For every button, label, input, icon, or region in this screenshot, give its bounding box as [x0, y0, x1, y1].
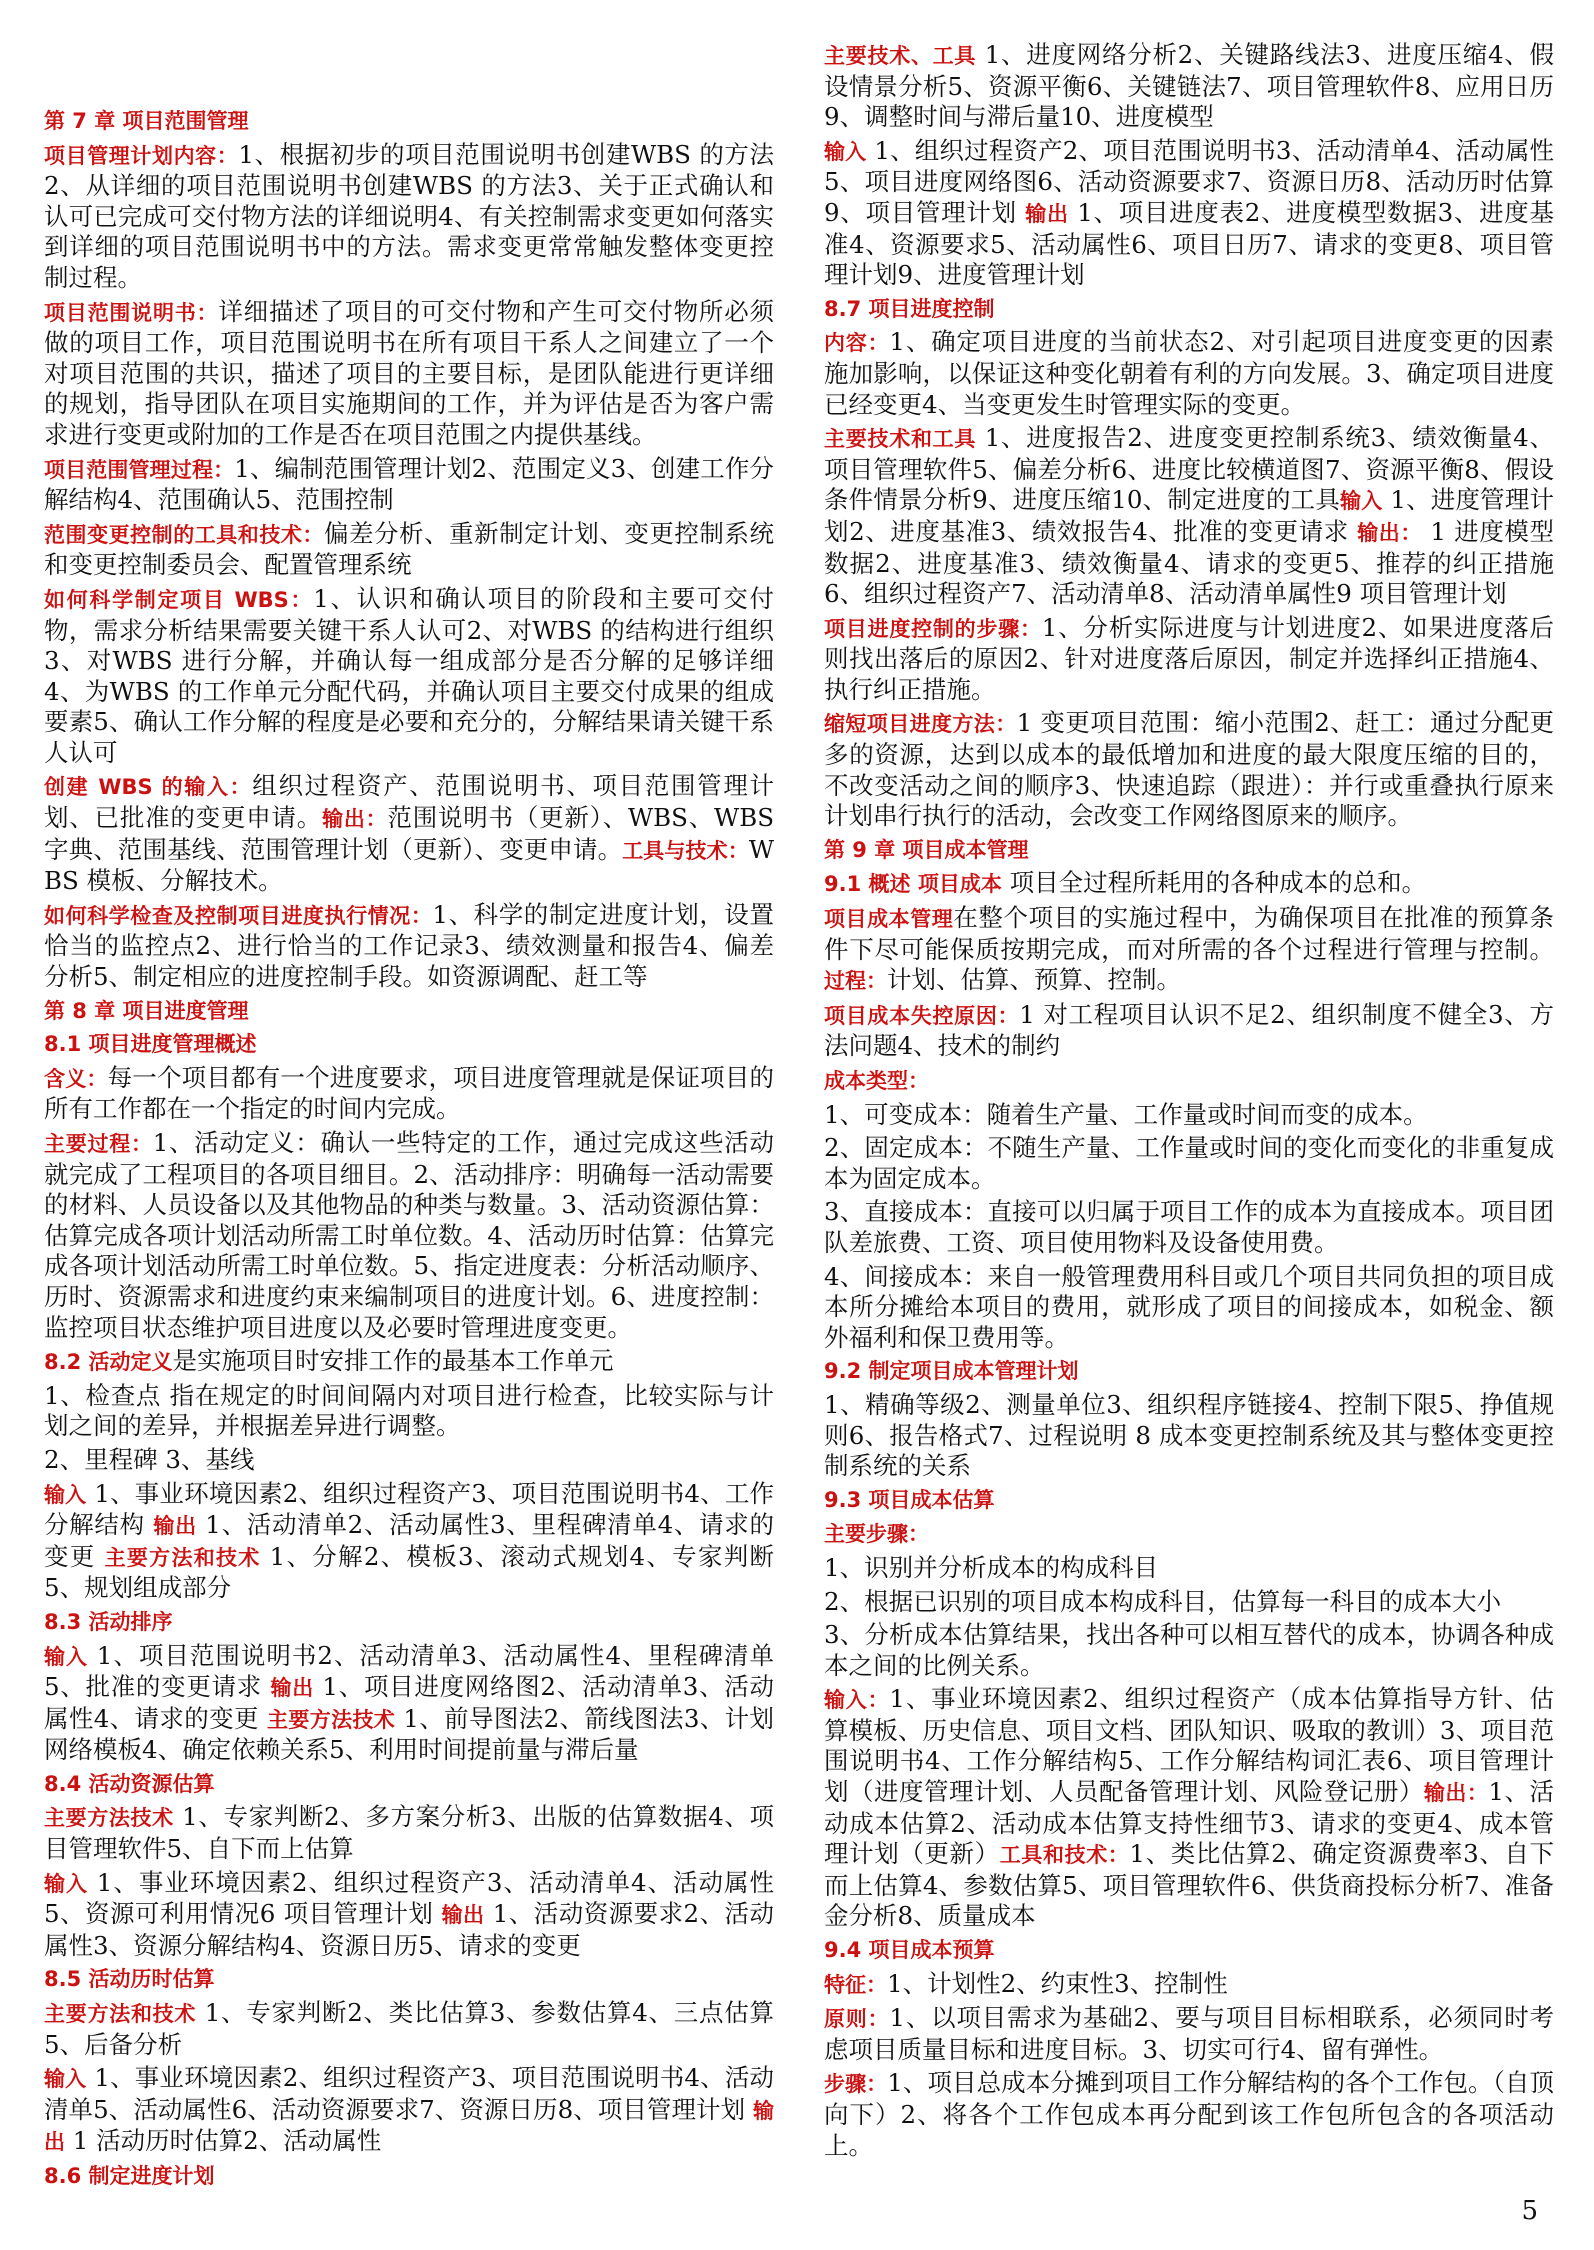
paragraph: [824, 423, 1554, 610]
body-text: 1、进度管理计划2、进度基准3、绩效报告4、批准的变更请求: [824, 485, 1555, 546]
body-text: 1、以项目需求为基础2、要与项目目标相联系，必须同时考虑项目质量目标和进度目标。3、切实可行4、留有弹性。: [824, 2003, 1554, 2064]
inline-label: 步骤：: [824, 2072, 888, 2097]
paragraph: [44, 900, 774, 993]
body-text: 每一个项目都有一个进度要求，项目进度管理就是保证项目的所有工作都在一个指定的时间内完成。: [44, 1062, 775, 1124]
body-text: 2、里程碑 3、基线: [44, 1444, 255, 1474]
inline-label: 过程：: [824, 969, 887, 994]
body-text: 1、分析实际进度与计划进度2、如果进度落后则找出落后的原因2、针对进度落后原因，制定并选择纠正措施4、执行纠正措施。: [824, 612, 1554, 704]
body-text: 3、分析成本估算结果，找出各种可以相互替代的成本，协调各种成本之间的比例关系。: [824, 1620, 1554, 1680]
paragraph: [44, 1868, 774, 1962]
section-heading: 第 7 章 项目范围管理: [44, 109, 249, 133]
inline-label: 输出: [270, 1676, 314, 1701]
body-text: 组织过程资产、范围说明书、项目范围管理计划、已批准的变更申请。: [44, 771, 775, 833]
inline-label: 工具与技术：: [622, 838, 749, 863]
inline-label: 含义：: [44, 1066, 108, 1091]
left-column: [44, 106, 774, 2195]
body-text: 项目全过程所耗用的各种成本的总和。: [1001, 868, 1427, 898]
body-text: 1、进度网络分析2、关键路线法3、进度压缩4、假设情景分析5、资源平衡6、关键链法7、项目管理软件8、应用日历9、调整时间与滞后量10、进度模型: [824, 40, 1555, 132]
inline-label: 8.2 活动定义: [44, 1350, 173, 1375]
inline-label: 主要方法和技术: [104, 1545, 261, 1570]
body-text: 2、根据已识别的项目成本构成科目，估算每一科目的成本大小: [824, 1586, 1502, 1616]
body-text: 1、活动资源要求2、活动属性3、资源分解结构4、资源日历5、请求的变更: [44, 1899, 775, 1960]
body-text: 1、活动成本估算2、活动成本估算支持性细节3、请求的变更4、成本管理计划（更新）: [824, 1777, 1555, 1869]
inline-label: 输出: [44, 2098, 774, 2155]
inline-label: 范围变更控制的工具和技术：: [44, 522, 324, 547]
inline-label: 输入: [824, 139, 867, 164]
inline-label: 主要技术、工具: [824, 44, 977, 68]
inline-label: 项目成本失控原因：: [824, 1003, 1020, 1028]
inline-label: 创建 WBS 的输入：: [44, 775, 253, 800]
paragraph: [44, 140, 774, 294]
body-text: WBS 模板、分解技术。: [44, 834, 775, 896]
paragraph: [824, 1969, 1554, 2001]
inline-label: 主要方法技术: [267, 1707, 396, 1732]
paragraph: [44, 1346, 774, 1378]
paragraph: [824, 2003, 1554, 2065]
paragraph: [44, 1479, 774, 1604]
body-text: 1 进度模型数据2、进度基准3、绩效衡量4、请求的变更5、推荐的纠正措施6、组织过程资产7、活动清单8、活动清单属性9 项目管理计划: [824, 516, 1554, 609]
paragraph: [824, 1065, 1554, 1097]
body-text: 范围说明书（更新）、WBS、WBS 字典、范围基线、范围管理计划（更新）、变更申请。: [44, 803, 774, 864]
inline-label: 项目范围管理过程：: [44, 457, 235, 482]
inline-label: 特征：: [824, 1972, 887, 1997]
inline-label: 输出: [1025, 201, 1069, 226]
inline-label: 输出：: [322, 807, 388, 832]
body-text: 1、检查点 指在规定的时间间隔内对项目进行检查，比较实际与计划之间的差异，并根据差异进行调整。: [44, 1380, 774, 1441]
paragraph: [44, 1802, 774, 1864]
body-text: 1、前导图法2、箭线图法3、计划网络模板4、确定依赖关系5、利用时间提前量与滞后量: [44, 1703, 775, 1765]
section-heading: 9.4 项目成本预算: [824, 1938, 995, 1963]
body-text: 1、专家判断2、多方案分析3、出版的估算数据4、项目管理软件5、自下而上估算: [44, 1802, 774, 1864]
inline-label: 如何科学检查及控制项目进度执行情况：: [44, 903, 433, 928]
section-heading: 8.7 项目进度控制: [824, 296, 995, 321]
paragraph: [824, 1262, 1554, 1354]
body-text: 是实施项目时安排工作的最基本工作单元: [172, 1346, 614, 1376]
paragraph: [824, 1100, 1554, 1131]
inline-label: 项目范围说明书：: [44, 300, 219, 325]
paragraph: [824, 1000, 1554, 1062]
body-text: 1 活动历时估算2、活动属性: [65, 2126, 382, 2156]
paragraph: [824, 1620, 1554, 1681]
paragraph: [824, 1390, 1554, 1482]
paragraph: [824, 1197, 1554, 1258]
inline-label: 主要过程：: [44, 1132, 153, 1156]
inline-label: 内容：: [824, 331, 890, 356]
inline-label: 9.1 概述 项目成本: [824, 872, 1002, 897]
body-text: 3、直接成本：直接可以归属于项目工作的成本为直接成本。项目团队差旅费、工资、项目使用物料及设备使用费。: [824, 1197, 1554, 1257]
body-text: 1、可变成本：随着生产量、工作量或时间而变的成本。: [824, 1099, 1428, 1129]
body-text: 1 变更项目范围：缩小范围2、赶工：通过分配更多的资源，达到以成本的最低增加和进度的最大限度压缩的目的，不改变活动之间的顺序3、快速追踪（跟进）：并行或重叠执行原来计划串行执行的活动，会改变工作网络图原来的顺序。: [824, 708, 1554, 831]
body-text: 1、项目进度表2、进度模型数据3、进度基准4、资源要求5、活动属性6、项目日历7、请求的变更8、项目管理计划9、进度管理计划: [824, 197, 1555, 290]
body-text: 1、事业环境因素2、组织过程资产3、项目范围说明书4、活动清单5、活动属性6、活动资源要求7、资源日历8、项目管理计划: [44, 2063, 775, 2124]
body-text: 1、分解2、模板3、滚动式规划4、专家判断5、规划组成部分: [44, 1541, 774, 1603]
body-text: 1、事业环境因素2、组织过程资产3、活动清单4、活动属性5、资源可利用情况6 项目管理计划: [44, 1867, 775, 1929]
body-text: 1、项目范围说明书2、活动清单3、活动属性4、里程碑清单5、批准的变更请求: [44, 1640, 775, 1702]
section-heading: 8.6 制定进度计划: [44, 2164, 215, 2188]
paragraph: [44, 584, 774, 769]
inline-label: 成本类型：: [824, 1069, 929, 1093]
inline-label: 主要方法和技术: [44, 2002, 197, 2027]
paragraph: [824, 708, 1554, 831]
page-number: 5: [1521, 2196, 1538, 2226]
body-text: 1、进度报告2、进度变更控制系统3、绩效衡量4、项目管理软件5、偏差分析6、进度比较横道图7、资源平衡8、假设条件情景分析9、进度压缩10、制定进度的工具: [824, 423, 1555, 515]
body-text: 1、根据初步的项目范围说明书创建WBS 的方法2、从详细的项目范围说明书创建WBS 的方法3、关于正式确认和认可已完成可交付物方法的详细说明4、有关控制需求变更如何落实到详细的项目范围说明书中的方法。需求变更常常触发整体变更控制过程。: [44, 139, 775, 292]
paragraph: [824, 136, 1554, 291]
body-text: 1、计划性2、约束性3、控制性: [887, 1968, 1228, 1998]
paragraph: [824, 327, 1554, 420]
paragraph: [44, 454, 774, 516]
paragraph: [824, 1518, 1554, 1550]
section-heading: 9.2 制定项目成本管理计划: [824, 1359, 1079, 1384]
inline-label: 输出：: [1357, 520, 1422, 545]
paragraph: [44, 1998, 774, 2060]
inline-label: 原则：: [824, 2007, 890, 2032]
body-text: 1、活动清单2、活动属性3、里程碑清单4、请求的变更: [44, 1510, 775, 1571]
paragraph: [824, 1133, 1554, 1194]
right-column: [824, 40, 1554, 2164]
inline-label: 输入: [44, 1644, 88, 1669]
section-heading: 9.3 项目成本估算: [824, 1487, 995, 1512]
section-heading: 第 8 章 项目进度管理: [44, 998, 249, 1023]
paragraph: [824, 40, 1554, 133]
body-text: 4、间接成本：来自一般管理费用科目或几个项目共同负担的项目成本所分摊给本项目的费用，就形成了项目的间接成本，如税金、额外福利和保卫费用等。: [824, 1261, 1554, 1352]
paragraph: [44, 519, 774, 581]
inline-label: 如何科学制定项目 WBS：: [44, 587, 314, 612]
body-text: 1、项目总成本分摊到项目工作分解结构的各个工作包。（自顶向下）2、将各个工作包成本再分配到该工作包所包含的各项活动上。: [824, 2068, 1554, 2160]
inline-label: 输入: [44, 2067, 87, 2092]
inline-label: 主要技术和工具: [824, 427, 977, 452]
section-heading: 8.4 活动资源估算: [44, 1771, 215, 1796]
body-text: 1、活动定义：确认一些特定的工作，通过完成这些活动就完成了工程项目的各项目细目。2、活动排序：明确每一活动需要的材料、人员设备以及其他物品的种类与数量。3、活动资源估算：估算完成各项计划活动所需工时单位数。4、活动历时估算：估算完成各项计划活动所需工时单位数。5、指定进度表：分析活动顺序、历时、资源需求和进度约束来编制项目的进度计划。6、进度控制：监控项目状态维护项目进度以及必要时管理进度变更。: [44, 1128, 775, 1342]
body-text: 1、类比估算2、确定资源费率3、自下而上估算4、参数估算5、项目管理软件6、供货商投标分析7、准备金分析8、质量成本: [824, 1839, 1555, 1931]
inline-label: 工具和技术：: [999, 1843, 1130, 1868]
body-text: 1、确定项目进度的当前状态2、对引起项目进度变更的因素施加影响，以保证这种变化朝着有利的方向发展。3、确定项目进度已经变更4、当变更发生时管理实际的变更。: [824, 327, 1554, 419]
body-text: 1、精确等级2、测量单位3、组织程序链接4、控制下限5、挣值规则6、报告格式7、过程说明 8 成本变更控制系统及其与整体变更控制系统的关系: [824, 1389, 1554, 1481]
body-text: 1、编制范围管理计划2、范围定义3、创建工作分解结构4、范围确认5、范围控制: [44, 453, 775, 515]
body-text: 计划、估算、预算、控制。: [887, 965, 1181, 995]
paragraph: [824, 903, 1554, 997]
inline-label: 输出: [441, 1903, 485, 1928]
body-text: 1、事业环境因素2、组织过程资产3、项目范围说明书4、工作分解结构: [44, 1478, 775, 1540]
paragraph: [824, 1553, 1554, 1584]
body-text: 1 对工程项目认识不足2、组织制度不健全3、方法问题4、技术的制约: [824, 999, 1554, 1061]
paragraph: [44, 2063, 774, 2158]
body-text: 1、识别并分析成本的构成科目: [824, 1552, 1159, 1582]
inline-label: 输出: [153, 1514, 197, 1539]
body-text: 在整个项目的实施过程中，为确保项目在批准的预算条件下尽可能保质按期完成，而对所需的各个过程进行管理与控制。: [824, 903, 1554, 964]
section-heading: 8.5 活动历时估算: [44, 1967, 215, 1992]
inline-label: 项目成本管理: [824, 907, 954, 932]
paragraph: [824, 1587, 1554, 1618]
inline-label: 缩短项目进度方法：: [824, 712, 1017, 737]
section-heading: 8.3 活动排序: [44, 1609, 173, 1634]
inline-label: 输入: [44, 1482, 87, 1507]
body-text: 详细描述了项目的可交付物和产生可交付物所必须做的项目工作，项目范围说明书在所有项目干系人之间建立了一个对项目范围的共识，描述了项目的主要目标，是团队能进行更详细的规划，指导团队在项目实施期间的工作，并为评估是否为客户需求进行变更或附加的工作是否在项目范围之内提供基线。: [44, 296, 775, 449]
body-text: 1、专家判断2、类比估算3、参数估算4、三点估算5、后备分析: [44, 1998, 775, 2059]
section-heading: 第 9 章 项目成本管理: [824, 837, 1029, 862]
paragraph: [44, 1445, 774, 1476]
body-text: 1、项目进度网络图2、活动清单3、活动属性4、请求的变更: [44, 1672, 775, 1733]
body-text: 2、固定成本：不随生产量、工作量或时间的变化而变化的非重复成本为固定成本。: [824, 1133, 1554, 1193]
body-text: 偏差分析、重新制定计划、变更控制系统和变更控制委员会、配置管理系统: [44, 518, 775, 580]
paragraph: [44, 1381, 774, 1442]
paragraph: [44, 1641, 774, 1766]
section-heading: 8.1 项目进度管理概述: [44, 1032, 257, 1057]
paragraph: [44, 1063, 774, 1125]
inline-label: 输入: [44, 1871, 88, 1896]
paragraph: [824, 2068, 1554, 2161]
body-text: 1、科学的制定进度计划，设置恰当的监控点2、进行恰当的工作记录3、绩效测量和报告4、偏差分析5、制定相应的进度控制手段。如资源调配、赶工等: [44, 899, 775, 992]
paragraph: [44, 297, 774, 451]
paragraph: [824, 1684, 1554, 1932]
body-text: 1、组织过程资产2、项目范围说明书3、活动清单4、活动属性5、项目进度网络图6、活动资源要求7、资源日历8、活动历时估算9、项目管理计划: [824, 135, 1555, 227]
paragraph: [824, 868, 1554, 900]
inline-label: 输入：: [824, 1688, 890, 1713]
inline-label: 主要方法技术: [44, 1806, 174, 1831]
inline-label: 输出：: [1423, 1781, 1489, 1806]
paragraph: [824, 613, 1554, 706]
inline-label: 项目进度控制的步骤：: [824, 616, 1042, 641]
inline-label: 项目管理计划内容：: [44, 143, 239, 168]
inline-label: 主要步骤：: [824, 1522, 929, 1547]
body-text: 1、认识和确认项目的阶段和主要可交付物，需求分析结果需要关键干系人认可2、对WBS 的结构进行组织3、对WBS 进行分解，并确认每一组成部分是否分解的足够详细4、为WBS 的工作单元分配代码，并确认项目主要交付成果的组成要素5、确认工作分解的程度是必要和充分的，分解结果请关键干系人认可: [44, 583, 774, 767]
body-text: 1、事业环境因素2、组织过程资产（成本估算指导方针、估算模板、历史信息、项目文档、团队知识、吸取的教训）3、项目范围说明书4、工作分解结构5、工作分解结构词汇表6、项目管理计划（进度管理计划、人员配备管理计划、风险登记册）: [824, 1684, 1554, 1807]
paragraph: [44, 771, 774, 896]
paragraph: [44, 1128, 774, 1343]
inline-label: 输入: [1340, 489, 1383, 514]
